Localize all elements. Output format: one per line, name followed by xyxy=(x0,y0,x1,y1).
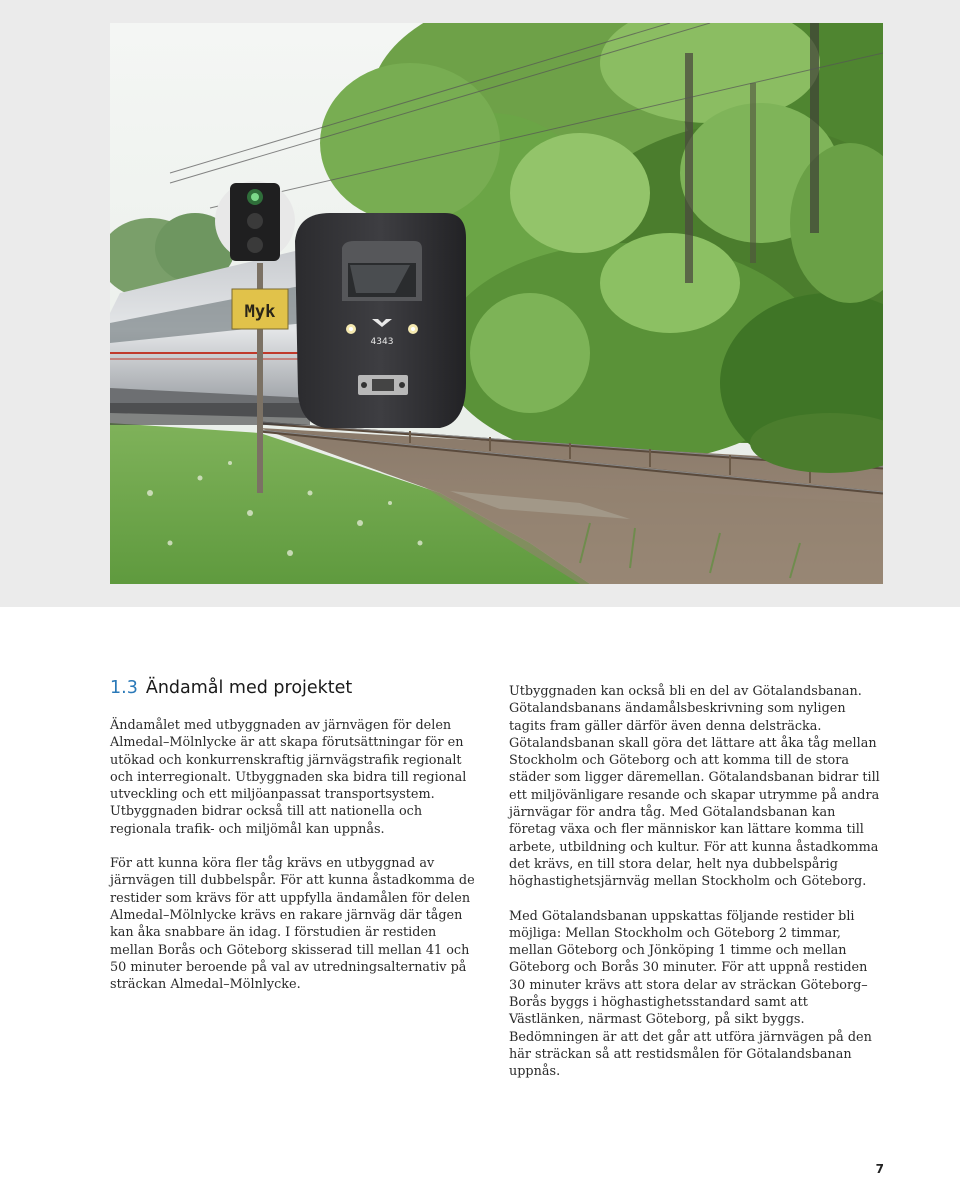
paragraph: För att kunna köra fler tåg krävs en utbyggnad av järnvägen till dubbelspår. För att kunna åstadkomma de restider som krävs för att uppfylla ändamålen för delen Almedal–Mölnlycke krävs en rakare järnväg där tågen kan åka snabbare än idag. I förstudien är restiden mellan Borås och Göteborg skisserad till mellan 41 och 50 minuter beroende på val av utredningsalternativ på sträckan Almedal–Mölnlycke. xyxy=(110,856,475,993)
train-number: 4343 xyxy=(370,337,394,347)
right-column xyxy=(509,683,881,1081)
left-column xyxy=(110,717,482,993)
section-title: Ändamål med projektet xyxy=(145,678,353,698)
section-heading xyxy=(110,678,510,698)
train-photo xyxy=(110,23,883,584)
section-number: 1.3 xyxy=(110,678,138,698)
paragraph: Utbyggnaden kan också bli en del av Götalandsbanan. Götalandsbanans ändamålsbeskrivning som nyligen tagits fram gäller därför även denna delsträcka. Götalandsbanan skall göra det lättare att åka tåg mellan Stockholm och Göteborg och att komma till de stora städer som ligger däremellan. Götalandsbanan bidrar till ett miljövänligare resande och skapar utrymme på andra järnvägar för andra tåg. Med Götalandsbanan kan företag växa och fler människor kan lättare komma till arbete, utbildning och kultur. För att kunna åstadkomma det krävs, en till stora delar, helt nya dubbelspårig höghastighetsjärnväg mellan Stockholm och Göteborg. xyxy=(509,684,880,890)
page-number: 7 xyxy=(875,1162,884,1176)
paragraph: Ändamålet med utbyggnaden av järnvägen för delen Almedal–Mölnlycke är att skapa förutsättningar för en utökad och konkurrenskraftig järnvägstrafik regionalt och interregionalt. Utbyggnaden ska bidra till regional utveckling och ett miljöanpassat transportsystem. Utbyggnaden bidrar också till att nationella och regionala trafik- och miljömål kan uppnås. xyxy=(110,718,467,837)
paragraph: Med Götalandsbanan uppskattas följande restider bli möjliga: Mellan Stockholm och Göteborg 2 timmar, mellan Göteborg och Jönköping 1 timme och mellan Göteborg och Borås 30 minuter. För att uppnå restiden 30 minuter krävs att stora delar av sträckan Göteborg–Borås byggs i höghastighetsstandard samt att Västlänken, närmast Göteborg, på sikt byggs. Bedömningen är att det går att utföra järnvägen på den här sträckan så att restidsmålen för Götalandsbanan uppnås. xyxy=(509,908,872,1080)
station-sign-text: Myk xyxy=(244,302,276,322)
